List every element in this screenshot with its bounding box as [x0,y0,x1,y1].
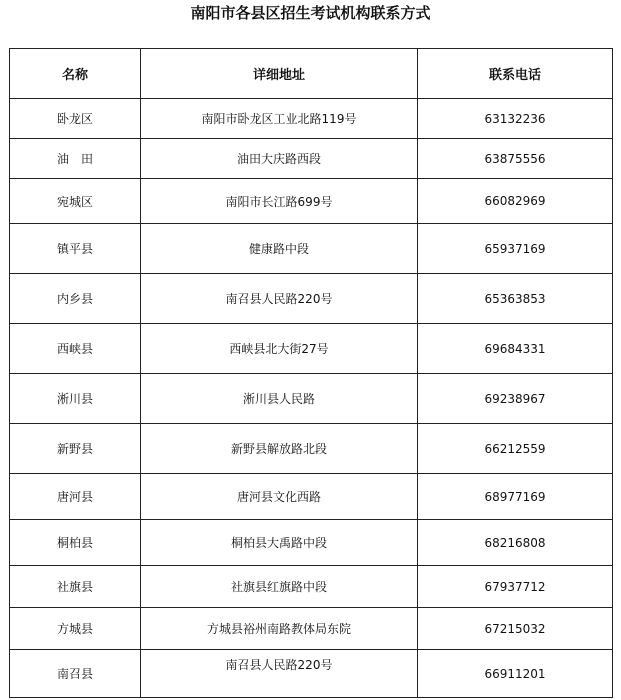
table-header-row [10,49,613,99]
cell-name: 唐河县 [10,474,141,520]
table-row [10,224,613,274]
cell-address: 方城县裕州南路教体局东院 [141,608,418,650]
cell-name: 宛城区 [10,179,141,224]
table-row [10,474,613,520]
cell-phone: 69684331 [418,324,613,374]
cell-phone: 68216808 [418,520,613,566]
cell-name: 新野县 [10,424,141,474]
table-row [10,179,613,224]
cell-name: 南召县 [10,650,141,698]
table-row [10,520,613,566]
cell-address: 新野县解放路北段 [141,424,418,474]
table-row [10,374,613,424]
address-text: 南召县人民路220号 [225,658,333,672]
cell-phone: 63875556 [418,139,613,179]
cell-name: 社旗县 [10,566,141,608]
cell-name: 方城县 [10,608,141,650]
cell-phone: 66212559 [418,424,613,474]
cell-address: 南阳市卧龙区工业北路119号 [141,99,418,139]
cell-name: 油 田 [10,139,141,179]
table-row [10,650,613,698]
cell-address: 油田大庆路西段 [141,139,418,179]
header-address: 详细地址 [141,49,418,99]
cell-name: 桐柏县 [10,520,141,566]
cell-name: 内乡县 [10,274,141,324]
cell-phone: 66911201 [418,650,613,698]
header-name: 名称 [10,49,141,99]
cell-phone: 67937712 [418,566,613,608]
table-row [10,139,613,179]
cell-phone: 65363853 [418,274,613,324]
cell-address: 南阳市长江路699号 [141,179,418,224]
cell-address: 唐河县文化西路 [141,474,418,520]
cell-phone: 67215032 [418,608,613,650]
cell-phone: 68977169 [418,474,613,520]
cell-name: 西峡县 [10,324,141,374]
table-row [10,424,613,474]
page-title: 南阳市各县区招生考试机构联系方式 [190,4,431,22]
table-row [10,274,613,324]
cell-phone: 65937169 [418,224,613,274]
cell-address: 淅川县人民路 [141,374,418,424]
cell-name: 镇平县 [10,224,141,274]
cell-address: 西峡县北大街27号 [141,324,418,374]
cell-address [141,650,418,698]
cell-address: 社旗县红旗路中段 [141,566,418,608]
cell-name: 淅川县 [10,374,141,424]
table-row [10,324,613,374]
cell-address: 健康路中段 [141,224,418,274]
cell-address: 桐柏县大禹路中段 [141,520,418,566]
contact-table [9,48,613,698]
cell-name: 卧龙区 [10,99,141,139]
cell-phone: 66082969 [418,179,613,224]
table-row [10,566,613,608]
cell-phone: 63132236 [418,99,613,139]
header-phone: 联系电话 [418,49,613,99]
table-row [10,99,613,139]
cell-address: 南召县人民路220号 [141,274,418,324]
table-row [10,608,613,650]
cell-phone: 69238967 [418,374,613,424]
